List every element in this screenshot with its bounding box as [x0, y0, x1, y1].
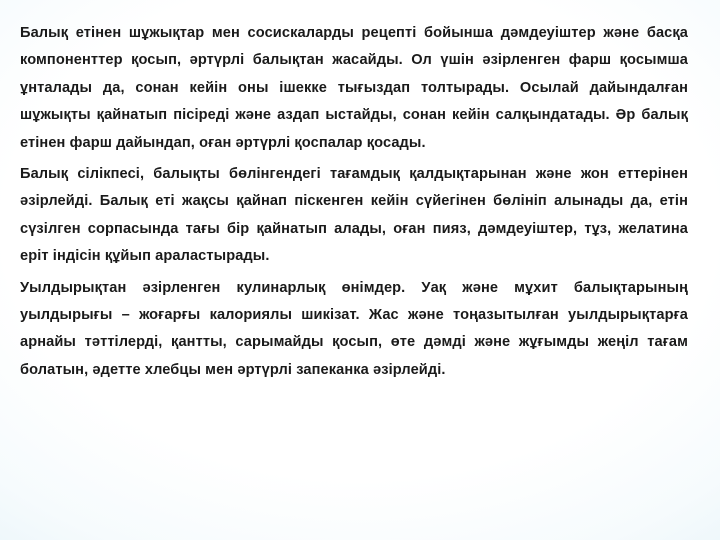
paragraph-fish-sausages: Балық етінен шұжықтар мен сосискаларды рецепті бойынша дәмдеуіштер және басқа компоненттер қосып, әртүрлі балықтан жасайды. Ол үшін әзірленген фарш қосымша ұнталады да, сонан кейін оны ішекке тығыздап толтырады. Осылай дайындалған шұжықты қайнатып пісіреді және аздап ыстайды, сонан кейін салқындатады. Әр балық етінен фарш дайындап, оған әртүрлі қоспалар қосады.	[20, 25, 688, 151]
text-body	[20, 20, 688, 388]
paragraph-fish-jelly: Балық сілікпесі, балықты бөлінгендегі тағамдық қалдықтарынан және жон еттерінен әзірлейді. Балық еті жақсы қайнап піскенген кейін сүйегінен бөлініп алынады да, етін сүзілген сорпасында тағы бір қайнатып алады, оған пияз, дәмдеуіштер, тұз, желатина еріт індісін құйып араластырады.	[20, 166, 688, 265]
paragraph-roe-products: Уылдырықтан әзірленген кулинарлық өнімдер. Уақ және мұхит балықтарының уылдырығы – жоғарғы калориялы шикізат. Жас және тоңазытылған уылдырықтарға арнайы тәттілерді, қантты, сарымайды қосып, өте дәмді және жұғымды жеңіл тағам болатын, әдетте хлебцы мен әртүрлі запеканка әзірлейді.	[20, 279, 688, 378]
